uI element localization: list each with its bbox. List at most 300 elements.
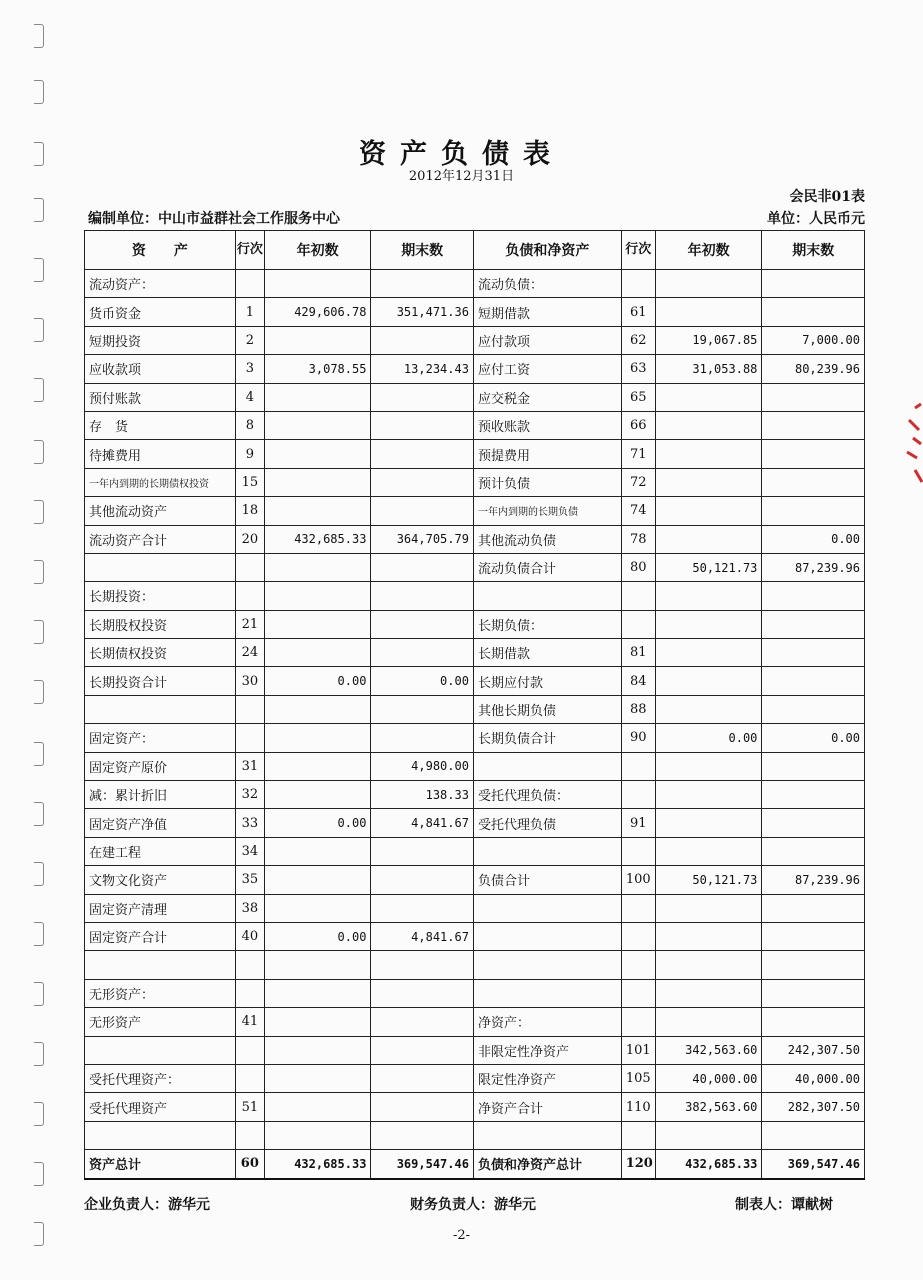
liability-line-cell: 78 [621, 525, 655, 553]
asset-beginning-cell [264, 326, 371, 354]
liability-beginning-cell [655, 894, 762, 922]
table-row [85, 781, 865, 809]
asset-beginning-cell [264, 1093, 371, 1121]
asset-ending-cell [371, 837, 474, 865]
table-row [85, 1036, 865, 1064]
liability-item-cell: 一年内到期的长期负债 [473, 497, 621, 525]
liability-item-cell [473, 582, 621, 610]
asset-item-cell: 固定资产合计 [85, 922, 236, 950]
asset-item-cell: 其他流动资产 [85, 497, 236, 525]
table-row [85, 1093, 865, 1121]
liability-beginning-cell: 342,563.60 [655, 1036, 762, 1064]
balance-sheet-table [84, 230, 865, 1180]
asset-ending-cell [371, 695, 474, 723]
liability-ending-cell [762, 468, 865, 496]
asset-beginning-cell [264, 894, 371, 922]
liability-item-cell: 负债和净资产总计 [473, 1150, 621, 1179]
asset-item-cell: 减：累计折旧 [85, 781, 236, 809]
asset-line-cell [235, 724, 264, 752]
liability-ending-cell: 0.00 [762, 724, 865, 752]
asset-beginning-cell [264, 724, 371, 752]
liability-ending-cell [762, 894, 865, 922]
asset-ending-cell [371, 582, 474, 610]
binding-hole [34, 198, 44, 222]
asset-beginning-cell [264, 979, 371, 1007]
header-liabilities: 负债和净资产 [473, 231, 621, 270]
asset-ending-cell: 4,841.67 [371, 922, 474, 950]
asset-ending-cell: 4,980.00 [371, 752, 474, 780]
table-row [85, 411, 865, 439]
liability-ending-cell [762, 440, 865, 468]
asset-ending-cell: 364,705.79 [371, 525, 474, 553]
asset-line-cell: 2 [235, 326, 264, 354]
liability-ending-cell [762, 695, 865, 723]
liability-beginning-cell [655, 383, 762, 411]
liability-ending-cell [762, 270, 865, 298]
asset-beginning-cell [264, 553, 371, 581]
report-date: 2012年12月31日 [408, 169, 515, 184]
liability-item-cell [473, 951, 621, 979]
liability-ending-cell [762, 383, 865, 411]
table-row [85, 1121, 865, 1149]
liability-line-cell: 72 [621, 468, 655, 496]
asset-item-cell: 受托代理资产 [85, 1093, 236, 1121]
table-row [85, 951, 865, 979]
reporting-entity: 编制单位：中山市益群社会工作服务中心 [88, 211, 340, 227]
asset-ending-cell: 351,471.36 [371, 298, 474, 326]
liability-line-cell [621, 270, 655, 298]
table-row [85, 525, 865, 553]
liability-line-cell: 71 [621, 440, 655, 468]
asset-beginning-cell [264, 610, 371, 638]
liability-ending-cell [762, 667, 865, 695]
asset-beginning-cell [264, 1121, 371, 1149]
binding-hole [34, 258, 44, 282]
asset-ending-cell [371, 468, 474, 496]
liability-ending-cell: 40,000.00 [762, 1064, 865, 1092]
asset-beginning-cell: 0.00 [264, 922, 371, 950]
liability-line-cell [621, 1121, 655, 1149]
liability-item-cell: 预提费用 [473, 440, 621, 468]
liability-ending-cell: 80,239.96 [762, 355, 865, 383]
asset-ending-cell [371, 1093, 474, 1121]
asset-line-cell: 33 [235, 809, 264, 837]
asset-line-cell: 60 [235, 1150, 264, 1179]
liability-item-cell [473, 752, 621, 780]
liability-ending-cell: 282,307.50 [762, 1093, 865, 1121]
liability-beginning-cell [655, 497, 762, 525]
asset-beginning-cell [264, 781, 371, 809]
asset-line-cell: 20 [235, 525, 264, 553]
table-row [85, 866, 865, 894]
liability-line-cell [621, 837, 655, 865]
form-number: 会民非01表 [789, 189, 865, 205]
asset-beginning-cell [264, 866, 371, 894]
asset-line-cell: 35 [235, 866, 264, 894]
signature-preparer: 制表人：谭献树 [735, 1197, 833, 1213]
asset-beginning-cell [264, 468, 371, 496]
liability-line-cell: 84 [621, 667, 655, 695]
table-row [85, 837, 865, 865]
asset-ending-cell [371, 639, 474, 667]
asset-item-cell: 长期投资： [85, 582, 236, 610]
liability-beginning-cell: 50,121.73 [655, 866, 762, 894]
asset-line-cell [235, 695, 264, 723]
table-row [85, 894, 865, 922]
liability-ending-cell [762, 497, 865, 525]
asset-line-cell [235, 1064, 264, 1092]
liability-line-cell: 81 [621, 639, 655, 667]
asset-item-cell: 待摊费用 [85, 440, 236, 468]
binding-hole [34, 742, 44, 766]
liability-line-cell [621, 951, 655, 979]
liability-item-cell: 预计负债 [473, 468, 621, 496]
asset-beginning-cell: 0.00 [264, 667, 371, 695]
liability-item-cell: 限定性净资产 [473, 1064, 621, 1092]
asset-line-cell: 15 [235, 468, 264, 496]
table-row [85, 383, 865, 411]
liability-ending-cell [762, 951, 865, 979]
liability-ending-cell: 87,239.96 [762, 866, 865, 894]
liability-beginning-cell: 382,563.60 [655, 1093, 762, 1121]
table-row [85, 468, 865, 496]
asset-line-cell: 38 [235, 894, 264, 922]
liability-beginning-cell: 31,053.88 [655, 355, 762, 383]
liability-ending-cell [762, 809, 865, 837]
liability-line-cell: 74 [621, 497, 655, 525]
table-row [85, 922, 865, 950]
liability-line-cell: 80 [621, 553, 655, 581]
binding-hole [34, 378, 44, 402]
liability-line-cell: 120 [621, 1150, 655, 1179]
asset-line-cell: 4 [235, 383, 264, 411]
asset-ending-cell [371, 270, 474, 298]
table-row [85, 1150, 865, 1179]
asset-ending-cell [371, 326, 474, 354]
liability-ending-cell [762, 1008, 865, 1036]
asset-ending-cell [371, 610, 474, 638]
liability-beginning-cell [655, 1008, 762, 1036]
liability-item-cell: 长期负债合计 [473, 724, 621, 752]
liability-ending-cell [762, 411, 865, 439]
liability-ending-cell [762, 639, 865, 667]
liability-beginning-cell [655, 922, 762, 950]
liability-beginning-cell [655, 639, 762, 667]
liability-line-cell: 110 [621, 1093, 655, 1121]
asset-beginning-cell [264, 582, 371, 610]
liability-line-cell: 101 [621, 1036, 655, 1064]
asset-line-cell [235, 270, 264, 298]
binding-hole [34, 560, 44, 584]
binding-hole [34, 500, 44, 524]
asset-line-cell: 3 [235, 355, 264, 383]
table-row [85, 610, 865, 638]
binding-hole [34, 24, 44, 48]
liability-beginning-cell [655, 270, 762, 298]
table-row [85, 553, 865, 581]
liability-ending-cell [762, 781, 865, 809]
header-ending-balance-2: 期末数 [762, 231, 865, 270]
liability-line-cell: 90 [621, 724, 655, 752]
asset-line-cell [235, 1036, 264, 1064]
liability-item-cell: 应交税金 [473, 383, 621, 411]
asset-item-cell: 固定资产清理 [85, 894, 236, 922]
liability-item-cell [473, 837, 621, 865]
asset-beginning-cell: 0.00 [264, 809, 371, 837]
liability-beginning-cell [655, 610, 762, 638]
liability-beginning-cell [655, 667, 762, 695]
table-row [85, 752, 865, 780]
asset-ending-cell [371, 383, 474, 411]
table-row [85, 440, 865, 468]
asset-line-cell: 32 [235, 781, 264, 809]
binding-hole [34, 802, 44, 826]
asset-beginning-cell [264, 1008, 371, 1036]
liability-item-cell [473, 1121, 621, 1149]
asset-item-cell [85, 1036, 236, 1064]
liability-item-cell [473, 922, 621, 950]
header-assets: 资 产 [85, 231, 236, 270]
asset-ending-cell [371, 724, 474, 752]
liability-beginning-cell [655, 695, 762, 723]
binding-hole [34, 680, 44, 704]
liability-item-cell: 预收账款 [473, 411, 621, 439]
asset-line-cell [235, 582, 264, 610]
asset-ending-cell [371, 440, 474, 468]
liability-beginning-cell [655, 837, 762, 865]
asset-beginning-cell: 432,685.33 [264, 525, 371, 553]
table-row [85, 639, 865, 667]
liability-line-cell [621, 610, 655, 638]
asset-item-cell [85, 1121, 236, 1149]
asset-line-cell: 40 [235, 922, 264, 950]
liability-ending-cell: 7,000.00 [762, 326, 865, 354]
asset-beginning-cell [264, 1064, 371, 1092]
asset-ending-cell: 13,234.43 [371, 355, 474, 383]
liability-ending-cell [762, 298, 865, 326]
asset-beginning-cell [264, 497, 371, 525]
asset-ending-cell [371, 894, 474, 922]
asset-beginning-cell [264, 951, 371, 979]
liability-beginning-cell [655, 809, 762, 837]
asset-ending-cell: 4,841.67 [371, 809, 474, 837]
liability-item-cell: 负债合计 [473, 866, 621, 894]
liability-beginning-cell [655, 525, 762, 553]
asset-item-cell: 应收款项 [85, 355, 236, 383]
asset-line-cell: 34 [235, 837, 264, 865]
header-beginning-balance-2: 年初数 [655, 231, 762, 270]
asset-item-cell: 流动资产合计 [85, 525, 236, 553]
page-number: -2- [452, 1228, 471, 1243]
table-row [85, 355, 865, 383]
asset-beginning-cell [264, 411, 371, 439]
binding-hole [34, 982, 44, 1006]
binding-hole [34, 620, 44, 644]
asset-item-cell [85, 951, 236, 979]
asset-ending-cell [371, 1121, 474, 1149]
liability-ending-cell: 0.00 [762, 525, 865, 553]
table-row [85, 497, 865, 525]
asset-ending-cell [371, 411, 474, 439]
asset-beginning-cell [264, 695, 371, 723]
asset-line-cell: 21 [235, 610, 264, 638]
liability-beginning-cell [655, 752, 762, 780]
table-row [85, 809, 865, 837]
binding-holes [26, 0, 50, 1280]
asset-ending-cell [371, 866, 474, 894]
liability-ending-cell: 242,307.50 [762, 1036, 865, 1064]
asset-ending-cell: 138.33 [371, 781, 474, 809]
header-beginning-balance: 年初数 [264, 231, 371, 270]
binding-hole [34, 1042, 44, 1066]
asset-item-cell: 货币资金 [85, 298, 236, 326]
asset-line-cell [235, 979, 264, 1007]
liability-line-cell [621, 582, 655, 610]
liability-beginning-cell [655, 1121, 762, 1149]
liability-item-cell: 短期借款 [473, 298, 621, 326]
asset-beginning-cell [264, 752, 371, 780]
liability-beginning-cell: 50,121.73 [655, 553, 762, 581]
liability-line-cell: 66 [621, 411, 655, 439]
asset-item-cell: 固定资产原价 [85, 752, 236, 780]
binding-hole [34, 318, 44, 342]
asset-line-cell: 8 [235, 411, 264, 439]
liability-line-cell [621, 894, 655, 922]
table-row [85, 1064, 865, 1092]
asset-item-cell: 受托代理资产： [85, 1064, 236, 1092]
binding-hole [34, 440, 44, 464]
document-title: 资产负债表 [359, 139, 564, 170]
liability-ending-cell: 369,547.46 [762, 1150, 865, 1179]
liability-item-cell: 受托代理负债 [473, 809, 621, 837]
liability-ending-cell [762, 1121, 865, 1149]
liability-line-cell: 105 [621, 1064, 655, 1092]
liability-line-cell [621, 922, 655, 950]
liability-line-cell [621, 781, 655, 809]
liability-item-cell: 流动负债合计 [473, 553, 621, 581]
asset-ending-cell: 0.00 [371, 667, 474, 695]
red-seal-fragment [895, 400, 923, 490]
asset-beginning-cell [264, 440, 371, 468]
signature-enterprise-head: 企业负责人：游华元 [84, 1197, 210, 1213]
liability-item-cell: 长期负债： [473, 610, 621, 638]
asset-item-cell: 文物文化资产 [85, 866, 236, 894]
header-line-no-2: 行次 [621, 231, 655, 270]
currency-unit: 单位：人民币元 [767, 211, 865, 227]
asset-line-cell: 1 [235, 298, 264, 326]
asset-line-cell: 9 [235, 440, 264, 468]
liability-line-cell: 65 [621, 383, 655, 411]
liability-ending-cell [762, 922, 865, 950]
liability-beginning-cell: 19,067.85 [655, 326, 762, 354]
header-line-no: 行次 [235, 231, 264, 270]
asset-item-cell: 一年内到期的长期债权投资 [85, 468, 236, 496]
signature-finance-head: 财务负责人：游华元 [410, 1197, 536, 1213]
asset-beginning-cell [264, 383, 371, 411]
table-row [85, 695, 865, 723]
asset-beginning-cell [264, 639, 371, 667]
asset-item-cell: 短期投资 [85, 326, 236, 354]
asset-item-cell [85, 553, 236, 581]
asset-line-cell: 41 [235, 1008, 264, 1036]
asset-line-cell: 24 [235, 639, 264, 667]
binding-hole [34, 922, 44, 946]
liability-line-cell: 91 [621, 809, 655, 837]
asset-ending-cell [371, 979, 474, 1007]
asset-ending-cell [371, 951, 474, 979]
table-row [85, 724, 865, 752]
asset-beginning-cell [264, 1036, 371, 1064]
asset-item-cell: 流动资产： [85, 270, 236, 298]
asset-ending-cell [371, 1036, 474, 1064]
asset-line-cell [235, 553, 264, 581]
liability-beginning-cell: 432,685.33 [655, 1150, 762, 1179]
asset-line-cell: 31 [235, 752, 264, 780]
asset-ending-cell [371, 497, 474, 525]
asset-item-cell: 预付账款 [85, 383, 236, 411]
asset-item-cell [85, 695, 236, 723]
liability-ending-cell [762, 979, 865, 1007]
asset-item-cell: 固定资产净值 [85, 809, 236, 837]
table-row [85, 270, 865, 298]
liability-beginning-cell [655, 440, 762, 468]
binding-hole [34, 862, 44, 886]
asset-item-cell: 资产总计 [85, 1150, 236, 1179]
liability-line-cell: 62 [621, 326, 655, 354]
liability-beginning-cell: 40,000.00 [655, 1064, 762, 1092]
asset-beginning-cell [264, 837, 371, 865]
asset-beginning-cell: 3,078.55 [264, 355, 371, 383]
liability-ending-cell [762, 837, 865, 865]
binding-hole [34, 1162, 44, 1186]
liability-item-cell: 其他流动负债 [473, 525, 621, 553]
asset-beginning-cell: 432,685.33 [264, 1150, 371, 1179]
asset-ending-cell: 369,547.46 [371, 1150, 474, 1179]
liability-ending-cell: 87,239.96 [762, 553, 865, 581]
liability-item-cell [473, 979, 621, 1007]
liability-item-cell [473, 894, 621, 922]
binding-hole [34, 1102, 44, 1126]
liability-item-cell: 净资产： [473, 1008, 621, 1036]
asset-ending-cell [371, 553, 474, 581]
asset-item-cell: 无形资产 [85, 1008, 236, 1036]
binding-hole [34, 80, 44, 104]
table-row [85, 667, 865, 695]
table-row [85, 326, 865, 354]
table-row [85, 582, 865, 610]
liability-ending-cell [762, 582, 865, 610]
liability-beginning-cell [655, 781, 762, 809]
liability-line-cell: 88 [621, 695, 655, 723]
liability-line-cell: 63 [621, 355, 655, 383]
liability-item-cell: 非限定性净资产 [473, 1036, 621, 1064]
asset-item-cell: 固定资产： [85, 724, 236, 752]
header-ending-balance: 期末数 [371, 231, 474, 270]
asset-beginning-cell: 429,606.78 [264, 298, 371, 326]
asset-beginning-cell [264, 270, 371, 298]
asset-item-cell: 存 货 [85, 411, 236, 439]
liability-beginning-cell: 0.00 [655, 724, 762, 752]
liability-line-cell [621, 979, 655, 1007]
liability-beginning-cell [655, 951, 762, 979]
liability-item-cell: 应付工资 [473, 355, 621, 383]
asset-line-cell [235, 1121, 264, 1149]
liability-line-cell: 100 [621, 866, 655, 894]
liability-item-cell: 其他长期负债 [473, 695, 621, 723]
table-row [85, 298, 865, 326]
liability-item-cell: 受托代理负债： [473, 781, 621, 809]
liability-line-cell [621, 1008, 655, 1036]
